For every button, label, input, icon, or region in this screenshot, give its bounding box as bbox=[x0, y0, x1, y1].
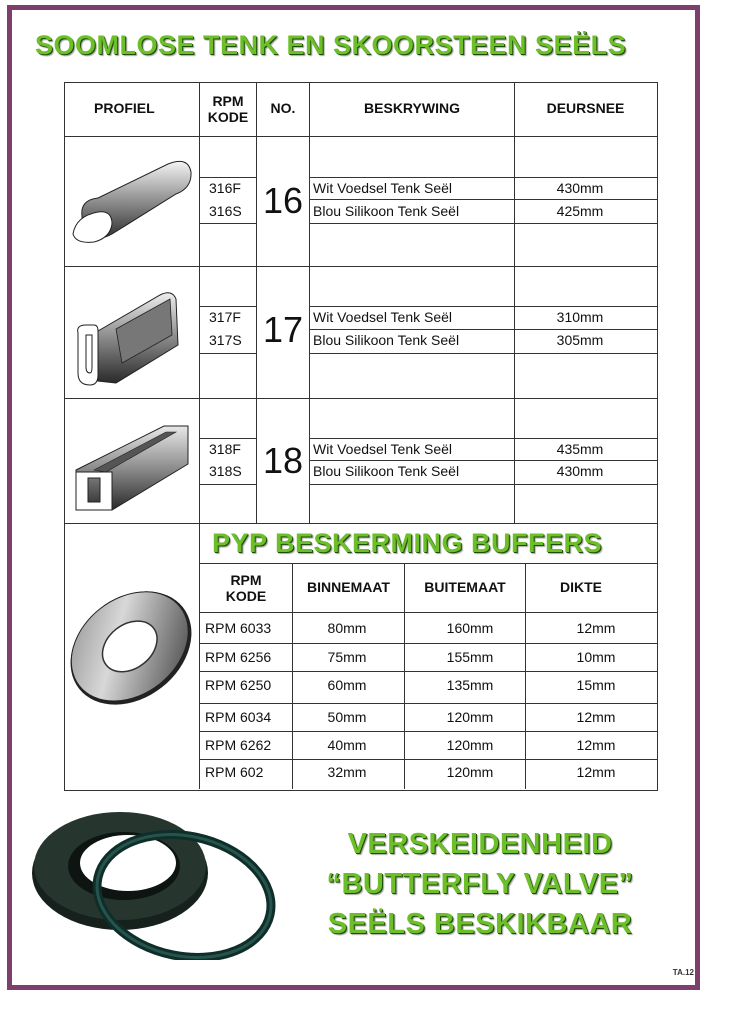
seal-number: 17 bbox=[262, 309, 304, 350]
header-rpm: RPM bbox=[212, 93, 244, 109]
table-divider bbox=[200, 731, 657, 732]
seal-number: 16 bbox=[262, 180, 304, 221]
buffers-header-rpm: RPM bbox=[230, 572, 262, 588]
buffer-code: RPM 6262 bbox=[205, 737, 272, 753]
buffer-inner: 32mm bbox=[327, 764, 367, 780]
table-divider bbox=[310, 438, 657, 439]
buffer-thickness: 12mm bbox=[576, 737, 616, 753]
table-divider bbox=[200, 484, 257, 485]
seal-diameter: 425mm bbox=[556, 203, 604, 219]
table-divider bbox=[65, 398, 657, 399]
table-divider bbox=[200, 759, 657, 760]
buffer-outer: 120mm bbox=[446, 737, 494, 753]
table-divider bbox=[514, 83, 515, 523]
buffer-code: RPM 6033 bbox=[205, 620, 272, 636]
table-divider bbox=[310, 484, 657, 485]
buffer-code: RPM 6250 bbox=[205, 677, 272, 693]
table-divider bbox=[310, 199, 657, 200]
buffers-header-dikte: DIKTE bbox=[560, 579, 602, 595]
seal-code: 317S bbox=[209, 332, 242, 348]
table-divider bbox=[200, 612, 657, 613]
buffer-thickness: 12mm bbox=[576, 620, 616, 636]
seal-diameter: 435mm bbox=[556, 441, 604, 457]
seal-diameter: 430mm bbox=[556, 180, 604, 196]
table-divider bbox=[65, 136, 657, 137]
buffer-outer: 120mm bbox=[446, 709, 494, 725]
header-kode: KODE bbox=[207, 109, 249, 125]
table-divider bbox=[292, 563, 293, 789]
butterfly-line-2: “BUTTERFLY VALVE” bbox=[326, 868, 634, 900]
buffer-outer: 135mm bbox=[446, 677, 494, 693]
header-no: NO. bbox=[270, 100, 296, 116]
seal-description: Wit Voedsel Tenk Seël bbox=[313, 180, 453, 196]
u-channel-seal-profile-icon bbox=[72, 285, 188, 390]
seal-description: Wit Voedsel Tenk Seël bbox=[313, 309, 453, 325]
table-divider bbox=[310, 329, 657, 330]
header-deursnee: DEURSNEE bbox=[546, 100, 625, 116]
table-divider bbox=[200, 703, 657, 704]
seal-description: Blou Silikoon Tenk Seël bbox=[313, 332, 460, 348]
table-divider bbox=[200, 353, 257, 354]
seal-code: 316F bbox=[209, 180, 241, 196]
table-divider bbox=[200, 177, 257, 178]
table-divider bbox=[310, 353, 657, 354]
buffer-inner: 75mm bbox=[327, 649, 367, 665]
washer-buffer-icon bbox=[66, 582, 196, 714]
buffer-inner: 40mm bbox=[327, 737, 367, 753]
buffer-inner: 60mm bbox=[327, 677, 367, 693]
buffer-thickness: 10mm bbox=[576, 649, 616, 665]
table-divider bbox=[525, 563, 526, 789]
table-divider bbox=[199, 83, 200, 789]
seal-description: Blou Silikoon Tenk Seël bbox=[313, 463, 460, 479]
seal-diameter: 430mm bbox=[556, 463, 604, 479]
buffer-code: RPM 602 bbox=[205, 764, 264, 780]
page-title: SOOMLOSE TENK EN SKOORSTEEN SEËLS bbox=[35, 30, 627, 60]
seal-description: Blou Silikoon Tenk Seël bbox=[313, 203, 460, 219]
header-beskrywing: BESKRYWING bbox=[364, 100, 460, 116]
header-profiel: PROFIEL bbox=[94, 100, 155, 116]
seal-number: 18 bbox=[262, 440, 304, 481]
buffer-thickness: 12mm bbox=[576, 764, 616, 780]
table-divider bbox=[310, 306, 657, 307]
buffer-outer: 155mm bbox=[446, 649, 494, 665]
buffer-thickness: 15mm bbox=[576, 677, 616, 693]
table-divider bbox=[200, 438, 257, 439]
table-divider bbox=[404, 563, 405, 789]
seal-code: 318F bbox=[209, 441, 241, 457]
table-divider bbox=[65, 266, 657, 267]
table-divider bbox=[65, 523, 657, 524]
table-divider bbox=[310, 223, 657, 224]
table-divider bbox=[200, 563, 657, 564]
table-divider bbox=[200, 306, 257, 307]
buffer-code: RPM 6034 bbox=[205, 709, 272, 725]
buffer-thickness: 12mm bbox=[576, 709, 616, 725]
seal-diameter: 310mm bbox=[556, 309, 604, 325]
seal-code: 317F bbox=[209, 309, 241, 325]
table-divider bbox=[310, 460, 657, 461]
table-divider bbox=[200, 223, 257, 224]
buffers-header-buitemaat: BUITEMAAT bbox=[424, 579, 506, 595]
page-code: TA.12 bbox=[672, 968, 694, 977]
half-round-seal-profile-icon bbox=[68, 150, 196, 250]
table-divider bbox=[310, 177, 657, 178]
seal-code: 318S bbox=[209, 463, 242, 479]
buffers-header-binnemaat: BINNEMAAT bbox=[307, 579, 390, 595]
buffer-outer: 160mm bbox=[446, 620, 494, 636]
slot-seal-profile-icon bbox=[72, 418, 192, 516]
butterfly-line-3: SEËLS BESKIKBAAR bbox=[327, 908, 633, 940]
butterfly-valve-seals-icon bbox=[20, 800, 280, 960]
seal-description: Wit Voedsel Tenk Seël bbox=[313, 441, 453, 457]
buffers-header-kode: KODE bbox=[225, 588, 267, 604]
table-divider bbox=[200, 671, 657, 672]
buffer-inner: 50mm bbox=[327, 709, 367, 725]
buffers-title: PYP BESKERMING BUFFERS bbox=[212, 528, 603, 558]
butterfly-line-1: VERSKEIDENHEID bbox=[347, 828, 613, 860]
seal-code: 316S bbox=[209, 203, 242, 219]
buffer-code: RPM 6256 bbox=[205, 649, 272, 665]
table-divider bbox=[309, 83, 310, 523]
seal-diameter: 305mm bbox=[556, 332, 604, 348]
buffer-inner: 80mm bbox=[327, 620, 367, 636]
buffer-outer: 120mm bbox=[446, 764, 494, 780]
table-divider bbox=[200, 643, 657, 644]
